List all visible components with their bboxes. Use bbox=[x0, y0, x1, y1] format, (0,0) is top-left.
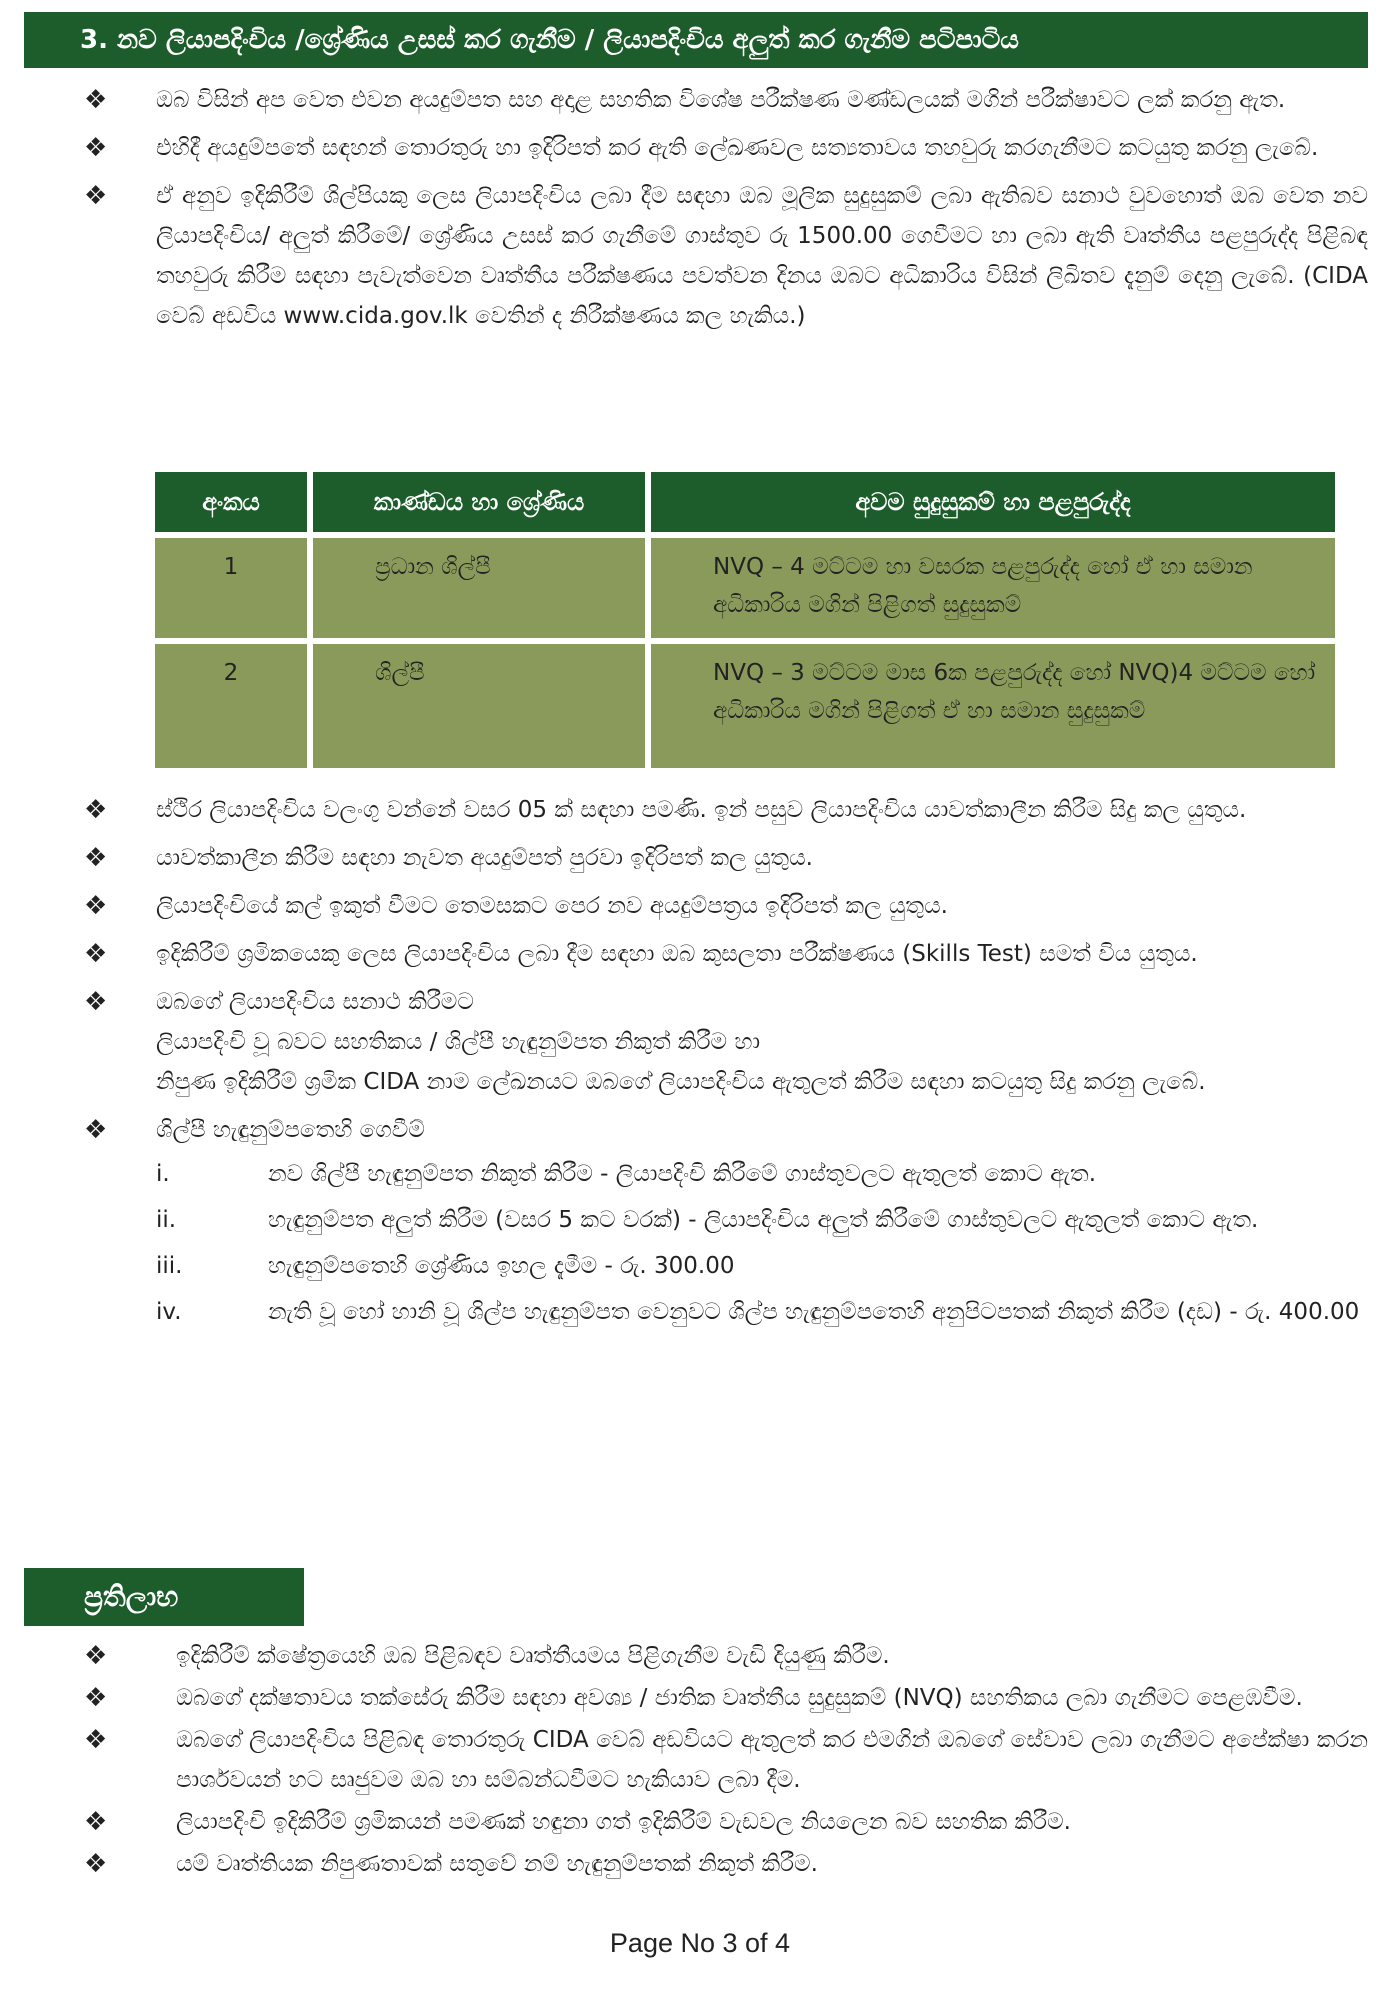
four-diamond-bullet-icon: ❖ bbox=[84, 181, 108, 211]
four-diamond-bullet-icon: ❖ bbox=[84, 987, 108, 1017]
list-item bbox=[84, 838, 1384, 878]
fee-text: නව ශිල්පී හැඳුනුම්පත නිකුත් කිරීම - ලියාපදිංචි කිරීමේ ගාස්තුවලට ඇතුලත් කොට ඇත. bbox=[268, 1161, 1097, 1187]
fees-list bbox=[156, 1154, 1384, 1332]
list-item bbox=[84, 176, 1384, 336]
fees-item bbox=[84, 1110, 1384, 1332]
four-diamond-bullet-icon: ❖ bbox=[84, 1115, 108, 1145]
list-item-text: ලියාපදිංචියේ කල් ඉකුත් වීමට තෙමසකට පෙර නව අයදුම්පත්‍රය ඉදිරිපත් කල යුතුය. bbox=[156, 893, 948, 919]
confirm-item bbox=[84, 982, 1384, 1102]
list-item bbox=[84, 1802, 1384, 1842]
benefits-title: ප්‍රතිලාභ bbox=[24, 1568, 304, 1626]
four-diamond-bullet-icon: ❖ bbox=[84, 795, 108, 825]
list-item-text: යාවත්කාලීන කිරීම සඳහා නැවත අයදුම්පත් පුරවා ඉදිරිපත් කල යුතුය. bbox=[156, 845, 813, 871]
fee-text: හැඳුනුම්පතෙහි ශ්‍රේණිය ඉහල දැමීම - රු. 300.00 bbox=[268, 1253, 735, 1279]
list-item bbox=[84, 1678, 1384, 1718]
four-diamond-bullet-icon: ❖ bbox=[84, 843, 108, 873]
fee-number: iv. bbox=[156, 1299, 182, 1325]
four-diamond-bullet-icon: ❖ bbox=[84, 133, 108, 163]
list-item-text: ස්ථිර ලියාපදිංචිය වලංගු වන්නේ වසර 05 ක් සඳහා පමණි. ඉන් පසුව ලියාපදිංචිය යාවත්කාලීන කිරීම සිදු කල යුතුය. bbox=[156, 797, 1247, 823]
confirm-line: නිපුණ ඉදිකිරීම් ශ්‍රමික CIDA නාම ලේඛනයට ඔබගේ ලියාපදිංචිය ඇතුලත් කිරීම සඳහා කටයුතු සිදු කරනු ලැබේ. bbox=[156, 1069, 1206, 1095]
four-diamond-bullet-icon: ❖ bbox=[84, 1849, 108, 1879]
list-item-text: ඉදිකිරීම් ශ්‍රමිකයෙකු ලෙස ලියාපදිංචිය ලබා දීම සඳහා ඔබ කුසලතා පරීක්ෂණය (Skills Test) සමත් විය යුතුය. bbox=[156, 941, 1198, 967]
list-item bbox=[84, 1844, 1384, 1884]
qualifications-table-wrap bbox=[155, 466, 1347, 774]
fee-item bbox=[156, 1200, 1384, 1240]
list-item-text: ඔබ විසින් අප වෙත එවන අයදුම්පත සහ අදාළ සහතික විශේෂ පරීක්ෂණ මණ්ඩලයක් මගින් පරීක්ෂාවට ලක් කරනු ඇත. bbox=[156, 87, 1286, 113]
fee-item bbox=[156, 1246, 1384, 1286]
table-row bbox=[155, 644, 1335, 768]
four-diamond-bullet-icon: ❖ bbox=[84, 939, 108, 969]
list-item-text: ඒ අනුව ඉදිකිරීම් ශිල්පියකු ලෙස ලියාපදිංචිය ලබා දීම සඳහා ඔබ මූලික සුදුසුකම් ලබා ඇතිබව සනාථ වුවහොත් ඔබ වෙත නව ලියාපදිංචිය/ අලුත් කිරීමේ/ ශ්‍රේණිය උසස් කර ගැනීමේ ගාස්තුව රු 1500.00 ගෙවීමට හා ලබා ඇති වෘත්තීය පළපුරුද්ද පිළිබඳ තහවුරු කිරීම සඳහා පැවැත්වෙන වෘත්තීය පරීක්ෂණය පවත්වන දිනය ඔබට අධිකාරිය විසින් ලිඛිතව දැනුම් දෙනු ලැබේ. (CIDA වෙබ් අඩවිය www.cida.gov.lk වෙතින් ද නිරීක්ෂණය කල හැකිය.) bbox=[156, 183, 1368, 329]
requirements-list bbox=[84, 790, 1384, 1338]
list-item-text: ඔබගේ ලියාපදිංචිය පිළිබඳ තොරතුරු CIDA වෙබ් අඩවියට ඇතුලත් කර එමගින් ඔබගේ සේවාව ලබා ගැනීමට අපේක්ෂා කරන පාර්ශවයන් හට සෘජුවම ඔබ හා සම්බන්ධවීමට හැකියාව ලබා දීම. bbox=[176, 1727, 1368, 1793]
list-item bbox=[84, 982, 1384, 1022]
four-diamond-bullet-icon: ❖ bbox=[84, 1807, 108, 1837]
procedure-list bbox=[84, 80, 1384, 344]
qualifications-table bbox=[149, 466, 1341, 774]
table-cell-category: ශිල්පී bbox=[313, 644, 645, 768]
list-item-text: ලියාපදිංචි ඉදිකිරීම් ශ්‍රමිකයන් පමණක් හඳුනා ගත් ඉදිකිරීම් වැඩවල නියලෙන බව සහතික කිරීම. bbox=[176, 1809, 1071, 1835]
fee-item bbox=[156, 1292, 1384, 1332]
list-item-text: ඔබගේ දක්ෂතාවය තක්සේරු කිරීම සඳහා අවශ්‍ය / ජාතික වෘත්තීය සුදුසුකම් (NVQ) සහතිකය ලබා ගැනීමට පෙළඹවීම. bbox=[176, 1685, 1303, 1711]
table-header-row bbox=[155, 472, 1335, 532]
section-3-title: 3. නව ලියාපදිංචිය /ශ්‍රේණිය උසස් කර ගැනීම / ලියාපදිංචිය අලුත් කර ගැනීම පටිපාටිය bbox=[24, 12, 1368, 68]
table-row bbox=[155, 538, 1335, 638]
four-diamond-bullet-icon: ❖ bbox=[84, 85, 108, 115]
fee-number: ii. bbox=[156, 1207, 177, 1233]
column-header-category: කාණ්ඩය හා ශ්‍රේණිය bbox=[313, 472, 645, 532]
fees-lead: ශිල්පී හැඳුනුම්පතෙහි ගෙවීම් bbox=[156, 1117, 425, 1143]
table-cell-number: 2 bbox=[155, 644, 307, 768]
column-header-number: අංකය bbox=[155, 472, 307, 532]
table-cell-number: 1 bbox=[155, 538, 307, 638]
fee-number: i. bbox=[156, 1161, 170, 1187]
four-diamond-bullet-icon: ❖ bbox=[84, 1683, 108, 1713]
table-cell-qualifications: NVQ – 4 මට්ටම හා වසරක පළපුරුද්ද හෝ ඒ හා සමාන අධිකාරිය මගින් පිළිගත් සුදුසුකම් bbox=[651, 538, 1335, 638]
fee-number: iii. bbox=[156, 1253, 183, 1279]
table-cell-qualifications: NVQ – 3 මට්ටම මාස 6ක පළපුරුද්ද හෝ NVQ)4 මට්ටම හෝ අධිකාරිය මගින් පිළිගත් ඒ හා සමාන සුදුසුකම් bbox=[651, 644, 1335, 768]
four-diamond-bullet-icon: ❖ bbox=[84, 891, 108, 921]
fee-text: හැඳුනුම්පත අලුත් කිරීම (වසර 5 කට වරක්) - ලියාපදිංචිය අලුත් කිරීමේ ගාස්තුවලට ඇතුලත් කොට ඇත. bbox=[268, 1207, 1259, 1233]
page-number: Page No 3 of 4 bbox=[609, 1928, 791, 1958]
four-diamond-bullet-icon: ❖ bbox=[84, 1641, 108, 1671]
four-diamond-bullet-icon: ❖ bbox=[84, 1725, 108, 1755]
list-item bbox=[84, 934, 1384, 974]
list-item bbox=[84, 128, 1384, 168]
fee-text: නැති වූ හෝ හානි වූ ශිල්ප හැඳුනුම්පත වෙනුවට ශිල්ප හැඳුනුම්පතෙහි අනුපිටපතක් නිකුත් කිරීම (දඩ) - රු. 400.00 bbox=[268, 1299, 1360, 1325]
list-item-text: ඉදිකිරීම් ක්ෂේත්‍රයෙහි ඔබ පිළිබඳව වෘත්තීයමය පිළිගැනීම වැඩි දියුණු කිරීම. bbox=[176, 1643, 890, 1669]
fee-item bbox=[156, 1154, 1384, 1194]
column-header-qualifications: අවම සුදුසුකම් හා පළපුරුද්ද bbox=[651, 472, 1335, 532]
benefits-list bbox=[84, 1636, 1384, 1886]
list-item bbox=[84, 1636, 1384, 1676]
confirm-line: ලියාපදිංචි වූ බවට සහතිකය / ශිල්පී හැඳුනුම්පත නිකුත් කිරීම හා bbox=[156, 1029, 761, 1055]
list-item-text: එහිදී අයදුම්පතේ සඳහන් තොරතුරු හා ඉදිරිපත් කර ඇති ලේඛණවල සත්‍යතාවය තහවුරු කරගැනීමට කටයුතු කරනු ලැබේ. bbox=[156, 135, 1319, 161]
list-item bbox=[84, 80, 1384, 120]
confirm-lead: ඔබගේ ලියාපදිංචිය සනාථ කිරීමට bbox=[156, 989, 474, 1015]
list-item bbox=[84, 1720, 1384, 1800]
list-item bbox=[84, 790, 1384, 830]
list-item bbox=[84, 886, 1384, 926]
list-item bbox=[84, 1110, 1384, 1150]
table-cell-category: ප්‍රධාන ශිල්පී bbox=[313, 538, 645, 638]
list-item-text: යම් වෘත්තියක නිපුණතාවක් සතුවේ නම් හැඳුනුම්පතක් නිකුත් කිරීම. bbox=[176, 1851, 818, 1877]
